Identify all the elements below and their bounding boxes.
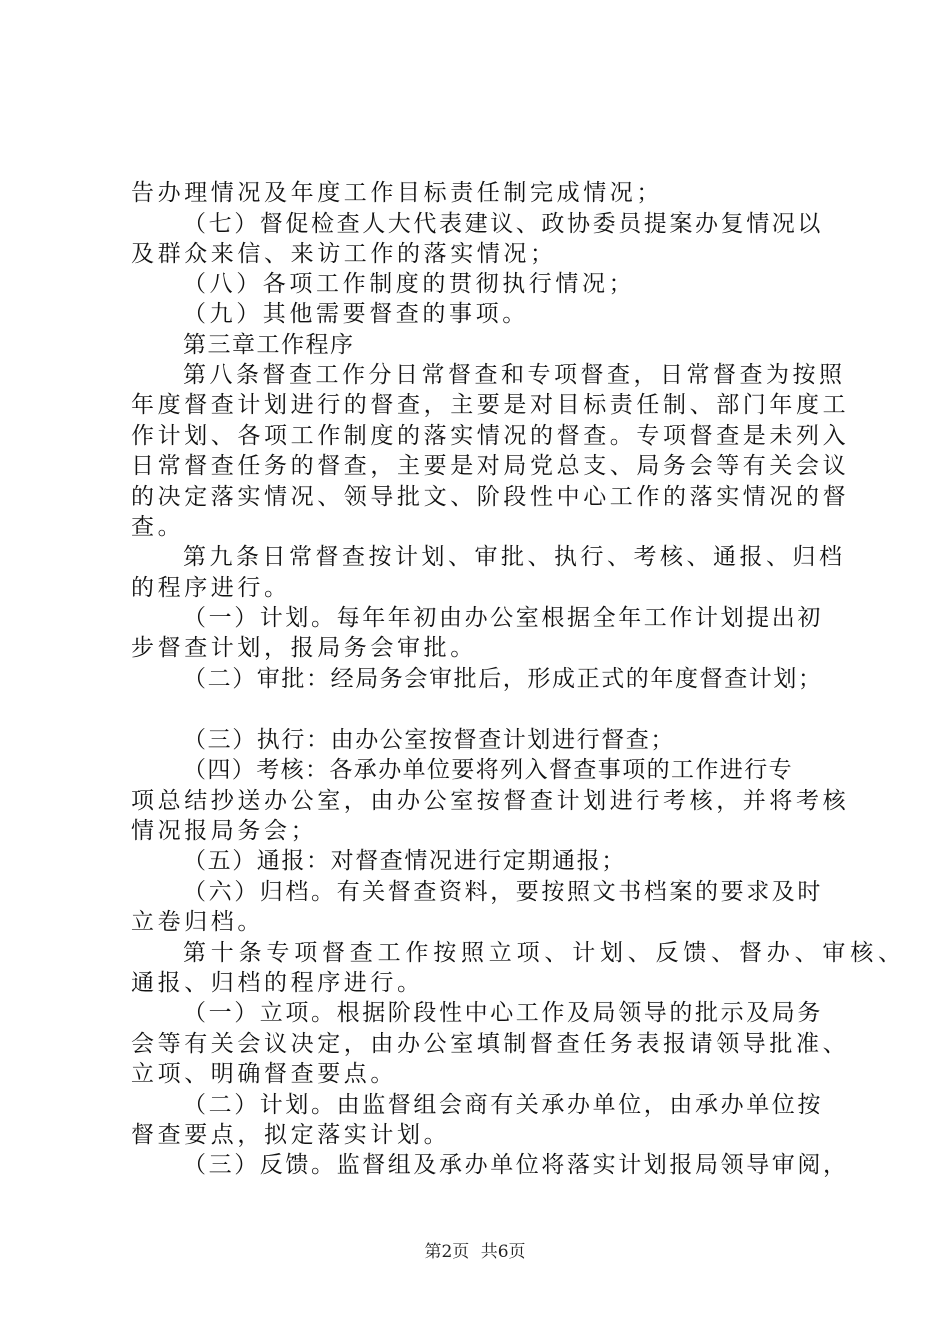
text-line: 告办理情况及年度工作目标责任制完成情况； xyxy=(131,180,663,206)
text-line: 立项、明确督查要点。 xyxy=(131,1061,397,1087)
section-heading: 第三章工作程序 xyxy=(183,332,355,358)
text-line: 会等有关会议决定，由办公室填制督查任务表报请领导批准、 xyxy=(131,1031,850,1057)
text-line: （五）通报：对督查情况进行定期通报； xyxy=(183,848,626,874)
text-line: （七）督促检查人大代表建议、政协委员提案办复情况以 xyxy=(183,211,823,237)
text-line: （三）反馈。监督组及承办单位将落实计划报局领导审阅， xyxy=(183,1152,849,1178)
text-line: （九）其他需要督查的事项。 xyxy=(183,301,529,327)
text-line: 情况报局务会； xyxy=(131,818,318,844)
text-line: 步督查计划，报局务会审批。 xyxy=(131,635,477,661)
text-line: 及群众来信、来访工作的落实情况； xyxy=(131,241,557,267)
page-footer xyxy=(0,1241,950,1263)
text-line: 年度督查计划进行的督查，主要是对目标责任制、部门年度工 xyxy=(131,392,850,418)
text-line: （八）各项工作制度的贯彻执行情况； xyxy=(183,271,636,297)
text-line: 日常督查任务的督查，主要是对局党总支、局务会等有关会议 xyxy=(131,453,850,479)
page-total: 共6页 xyxy=(480,1242,526,1262)
text-line: （二）审批：经局务会审批后，形成正式的年度督查计划； xyxy=(183,666,823,692)
text-line: （三）执行：由办公室按督查计划进行督查； xyxy=(183,727,675,753)
text-line: （一）立项。根据阶段性中心工作及局领导的批示及局务 xyxy=(183,1000,823,1026)
text-line: 的决定落实情况、领导批文、阶段性中心工作的落实情况的督 xyxy=(131,484,850,510)
text-line: 作计划、各项工作制度的落实情况的督查。专项督查是未列入 xyxy=(131,423,850,449)
text-line: （四）考核：各承办单位要将列入督查事项的工作进行专 xyxy=(183,757,793,783)
text-line: 第十条专项督查工作按照立项、计划、反馈、督办、审核、 xyxy=(183,940,906,966)
text-line: 第九条日常督查按计划、审批、执行、考核、通报、归档 xyxy=(183,544,846,570)
text-line: （六）归档。有关督查资料，要按照文书档案的要求及时 xyxy=(183,879,823,905)
text-line: 立卷归档。 xyxy=(131,909,264,935)
text-line: （一）计划。每年年初由办公室根据全年工作计划提出初 xyxy=(183,605,823,631)
text-line: 通报、归档的程序进行。 xyxy=(131,970,424,996)
text-line: 的程序进行。 xyxy=(131,575,291,601)
text-line: 项总结抄送办公室，由办公室按督查计划进行考核，并将考核 xyxy=(131,788,850,814)
page-number: 第2页 xyxy=(424,1242,470,1262)
text-line: 督查要点，拟定落实计划。 xyxy=(131,1122,451,1148)
text-line: 第八条督查工作分日常督查和专项督查，日常督查为按照 xyxy=(183,362,846,388)
text-line: （二）计划。由监督组会商有关承办单位，由承办单位按 xyxy=(183,1092,823,1118)
text-line: 查。 xyxy=(131,514,185,540)
